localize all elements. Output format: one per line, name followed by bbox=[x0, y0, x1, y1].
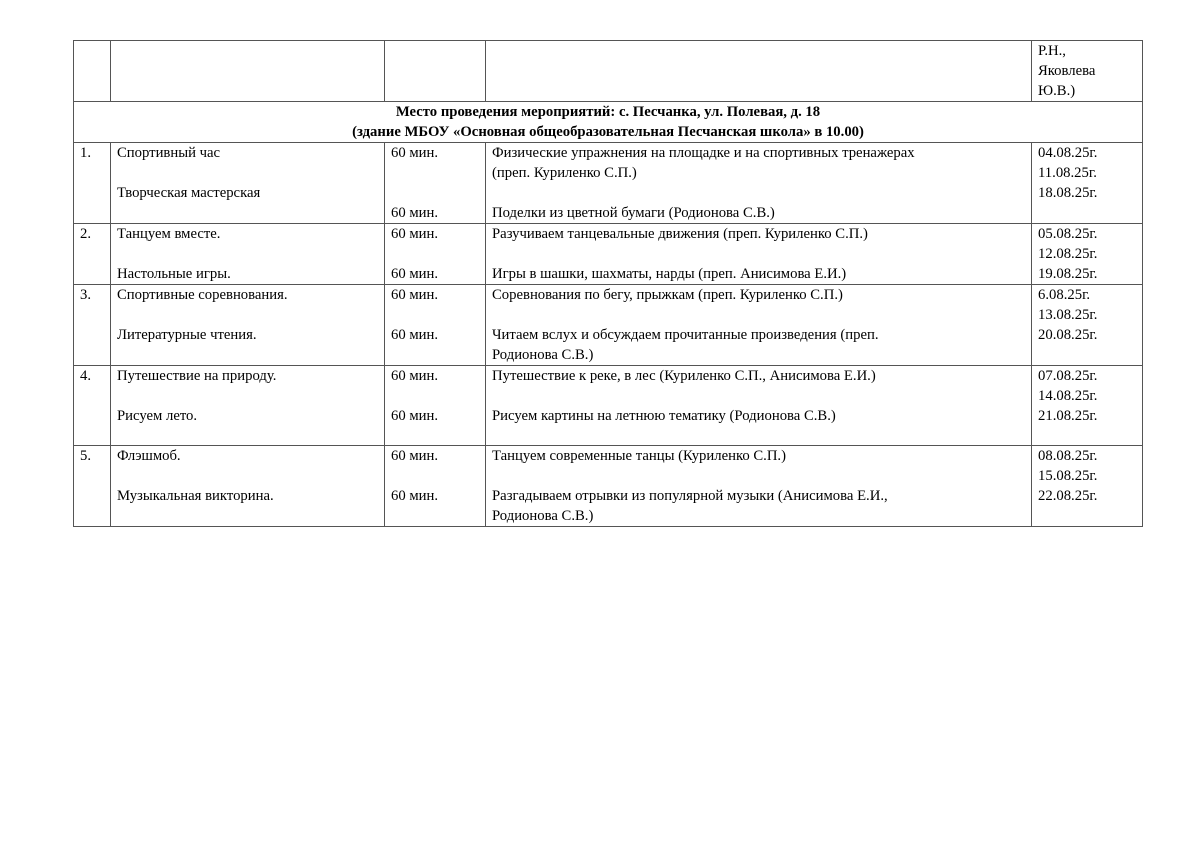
activity-name: Музыкальная викторина. bbox=[117, 488, 274, 504]
description: Физические упражнения на площадке и на спортивных тренажерах bbox=[492, 145, 915, 161]
continuation-row bbox=[74, 41, 1143, 102]
cell-empty-duration bbox=[385, 41, 486, 102]
description: Поделки из цветной бумаги (Родионова С.В.) bbox=[492, 205, 775, 221]
activity-name: Танцуем вместе. bbox=[117, 226, 221, 242]
duration: 60 мин. bbox=[391, 408, 439, 424]
description: Танцуем современные танцы (Куриленко С.П.) bbox=[492, 448, 786, 464]
date: 18.08.25г. bbox=[1038, 185, 1098, 201]
venue-cell bbox=[74, 102, 1143, 143]
description: (преп. Куриленко С.П.) bbox=[492, 165, 637, 181]
activity-names bbox=[111, 446, 385, 527]
activity-names bbox=[111, 224, 385, 285]
activity-name: Путешествие на природу. bbox=[117, 368, 277, 384]
duration: 60 мин. bbox=[391, 145, 439, 161]
activity-name: Рисуем лето. bbox=[117, 408, 198, 424]
date: 22.08.25г. bbox=[1038, 488, 1098, 504]
table-row bbox=[74, 366, 1143, 446]
duration: 60 мин. bbox=[391, 266, 439, 282]
description: Родионова С.В.) bbox=[492, 508, 594, 524]
activity-name: Настольные игры. bbox=[117, 266, 231, 282]
description: Разучиваем танцевальные движения (преп. Куриленко С.П.) bbox=[492, 226, 868, 242]
duration: 60 мин. bbox=[391, 327, 439, 343]
date: 07.08.25г. bbox=[1038, 368, 1098, 384]
date: 05.08.25г. bbox=[1038, 226, 1098, 242]
row-number: 2. bbox=[74, 224, 111, 285]
table-row bbox=[74, 224, 1143, 285]
responsible-line: Яковлева bbox=[1038, 63, 1096, 79]
table-row bbox=[74, 446, 1143, 527]
duration: 60 мин. bbox=[391, 368, 439, 384]
date: 21.08.25г. bbox=[1038, 408, 1098, 424]
table-row bbox=[74, 143, 1143, 224]
date: 15.08.25г. bbox=[1038, 468, 1098, 484]
row-number: 1. bbox=[74, 143, 111, 224]
cell-responsible bbox=[1032, 41, 1143, 102]
descriptions bbox=[486, 446, 1032, 527]
descriptions bbox=[486, 285, 1032, 366]
date: 19.08.25г. bbox=[1038, 266, 1098, 282]
descriptions bbox=[486, 143, 1032, 224]
description: Родионова С.В.) bbox=[492, 347, 594, 363]
date: 13.08.25г. bbox=[1038, 307, 1098, 323]
duration: 60 мин. bbox=[391, 226, 439, 242]
activity-name: Спортивные соревнования. bbox=[117, 287, 288, 303]
venue-address: Место проведения мероприятий: с. Песчанка, ул. Полевая, д. 18 bbox=[395, 104, 821, 120]
date: 14.08.25г. bbox=[1038, 388, 1098, 404]
cell-empty-name bbox=[111, 41, 385, 102]
descriptions bbox=[486, 366, 1032, 446]
row-number: 3. bbox=[74, 285, 111, 366]
description: Игры в шашки, шахматы, нарды (преп. Анисимова Е.И.) bbox=[492, 266, 847, 282]
responsible-line: Ю.В.) bbox=[1038, 83, 1076, 99]
cell-empty-description bbox=[486, 41, 1032, 102]
row-number: 5. bbox=[74, 446, 111, 527]
date: 08.08.25г. bbox=[1038, 448, 1098, 464]
description: Соревнования по бегу, прыжкам (преп. Куриленко С.П.) bbox=[492, 287, 843, 303]
date: 20.08.25г. bbox=[1038, 327, 1098, 343]
durations bbox=[385, 366, 486, 446]
dates bbox=[1032, 446, 1143, 527]
date: 6.08.25г. bbox=[1038, 287, 1091, 303]
cell-empty-num bbox=[74, 41, 111, 102]
date: 11.08.25г. bbox=[1038, 165, 1097, 181]
durations bbox=[385, 143, 486, 224]
descriptions bbox=[486, 224, 1032, 285]
dates bbox=[1032, 366, 1143, 446]
description: Рисуем картины на летнюю тематику (Родионова С.В.) bbox=[492, 408, 836, 424]
activity-name: Творческая мастерская bbox=[117, 185, 261, 201]
activity-name: Флэшмоб. bbox=[117, 448, 181, 464]
schedule-table bbox=[73, 40, 1143, 527]
date: 04.08.25г. bbox=[1038, 145, 1098, 161]
dates bbox=[1032, 143, 1143, 224]
durations bbox=[385, 224, 486, 285]
description: Путешествие к реке, в лес (Куриленко С.П., Анисимова Е.И.) bbox=[492, 368, 876, 384]
duration: 60 мин. bbox=[391, 488, 439, 504]
duration: 60 мин. bbox=[391, 205, 439, 221]
activity-names bbox=[111, 143, 385, 224]
duration: 60 мин. bbox=[391, 287, 439, 303]
dates bbox=[1032, 285, 1143, 366]
description: Читаем вслух и обсуждаем прочитанные произведения (преп. bbox=[492, 327, 879, 343]
activity-names bbox=[111, 366, 385, 446]
durations bbox=[385, 285, 486, 366]
date: 12.08.25г. bbox=[1038, 246, 1098, 262]
table-row bbox=[74, 285, 1143, 366]
activity-name: Литературные чтения. bbox=[117, 327, 257, 343]
dates bbox=[1032, 224, 1143, 285]
duration: 60 мин. bbox=[391, 448, 439, 464]
activity-names bbox=[111, 285, 385, 366]
activity-name: Спортивный час bbox=[117, 145, 221, 161]
responsible-line: Р.Н., bbox=[1038, 43, 1066, 59]
venue-row bbox=[74, 102, 1143, 143]
venue-building: (здание МБОУ «Основная общеобразовательная Песчанская школа» в 10.00) bbox=[352, 124, 864, 140]
durations bbox=[385, 446, 486, 527]
row-number: 4. bbox=[74, 366, 111, 446]
description: Разгадываем отрывки из популярной музыки (Анисимова Е.И., bbox=[492, 488, 888, 504]
